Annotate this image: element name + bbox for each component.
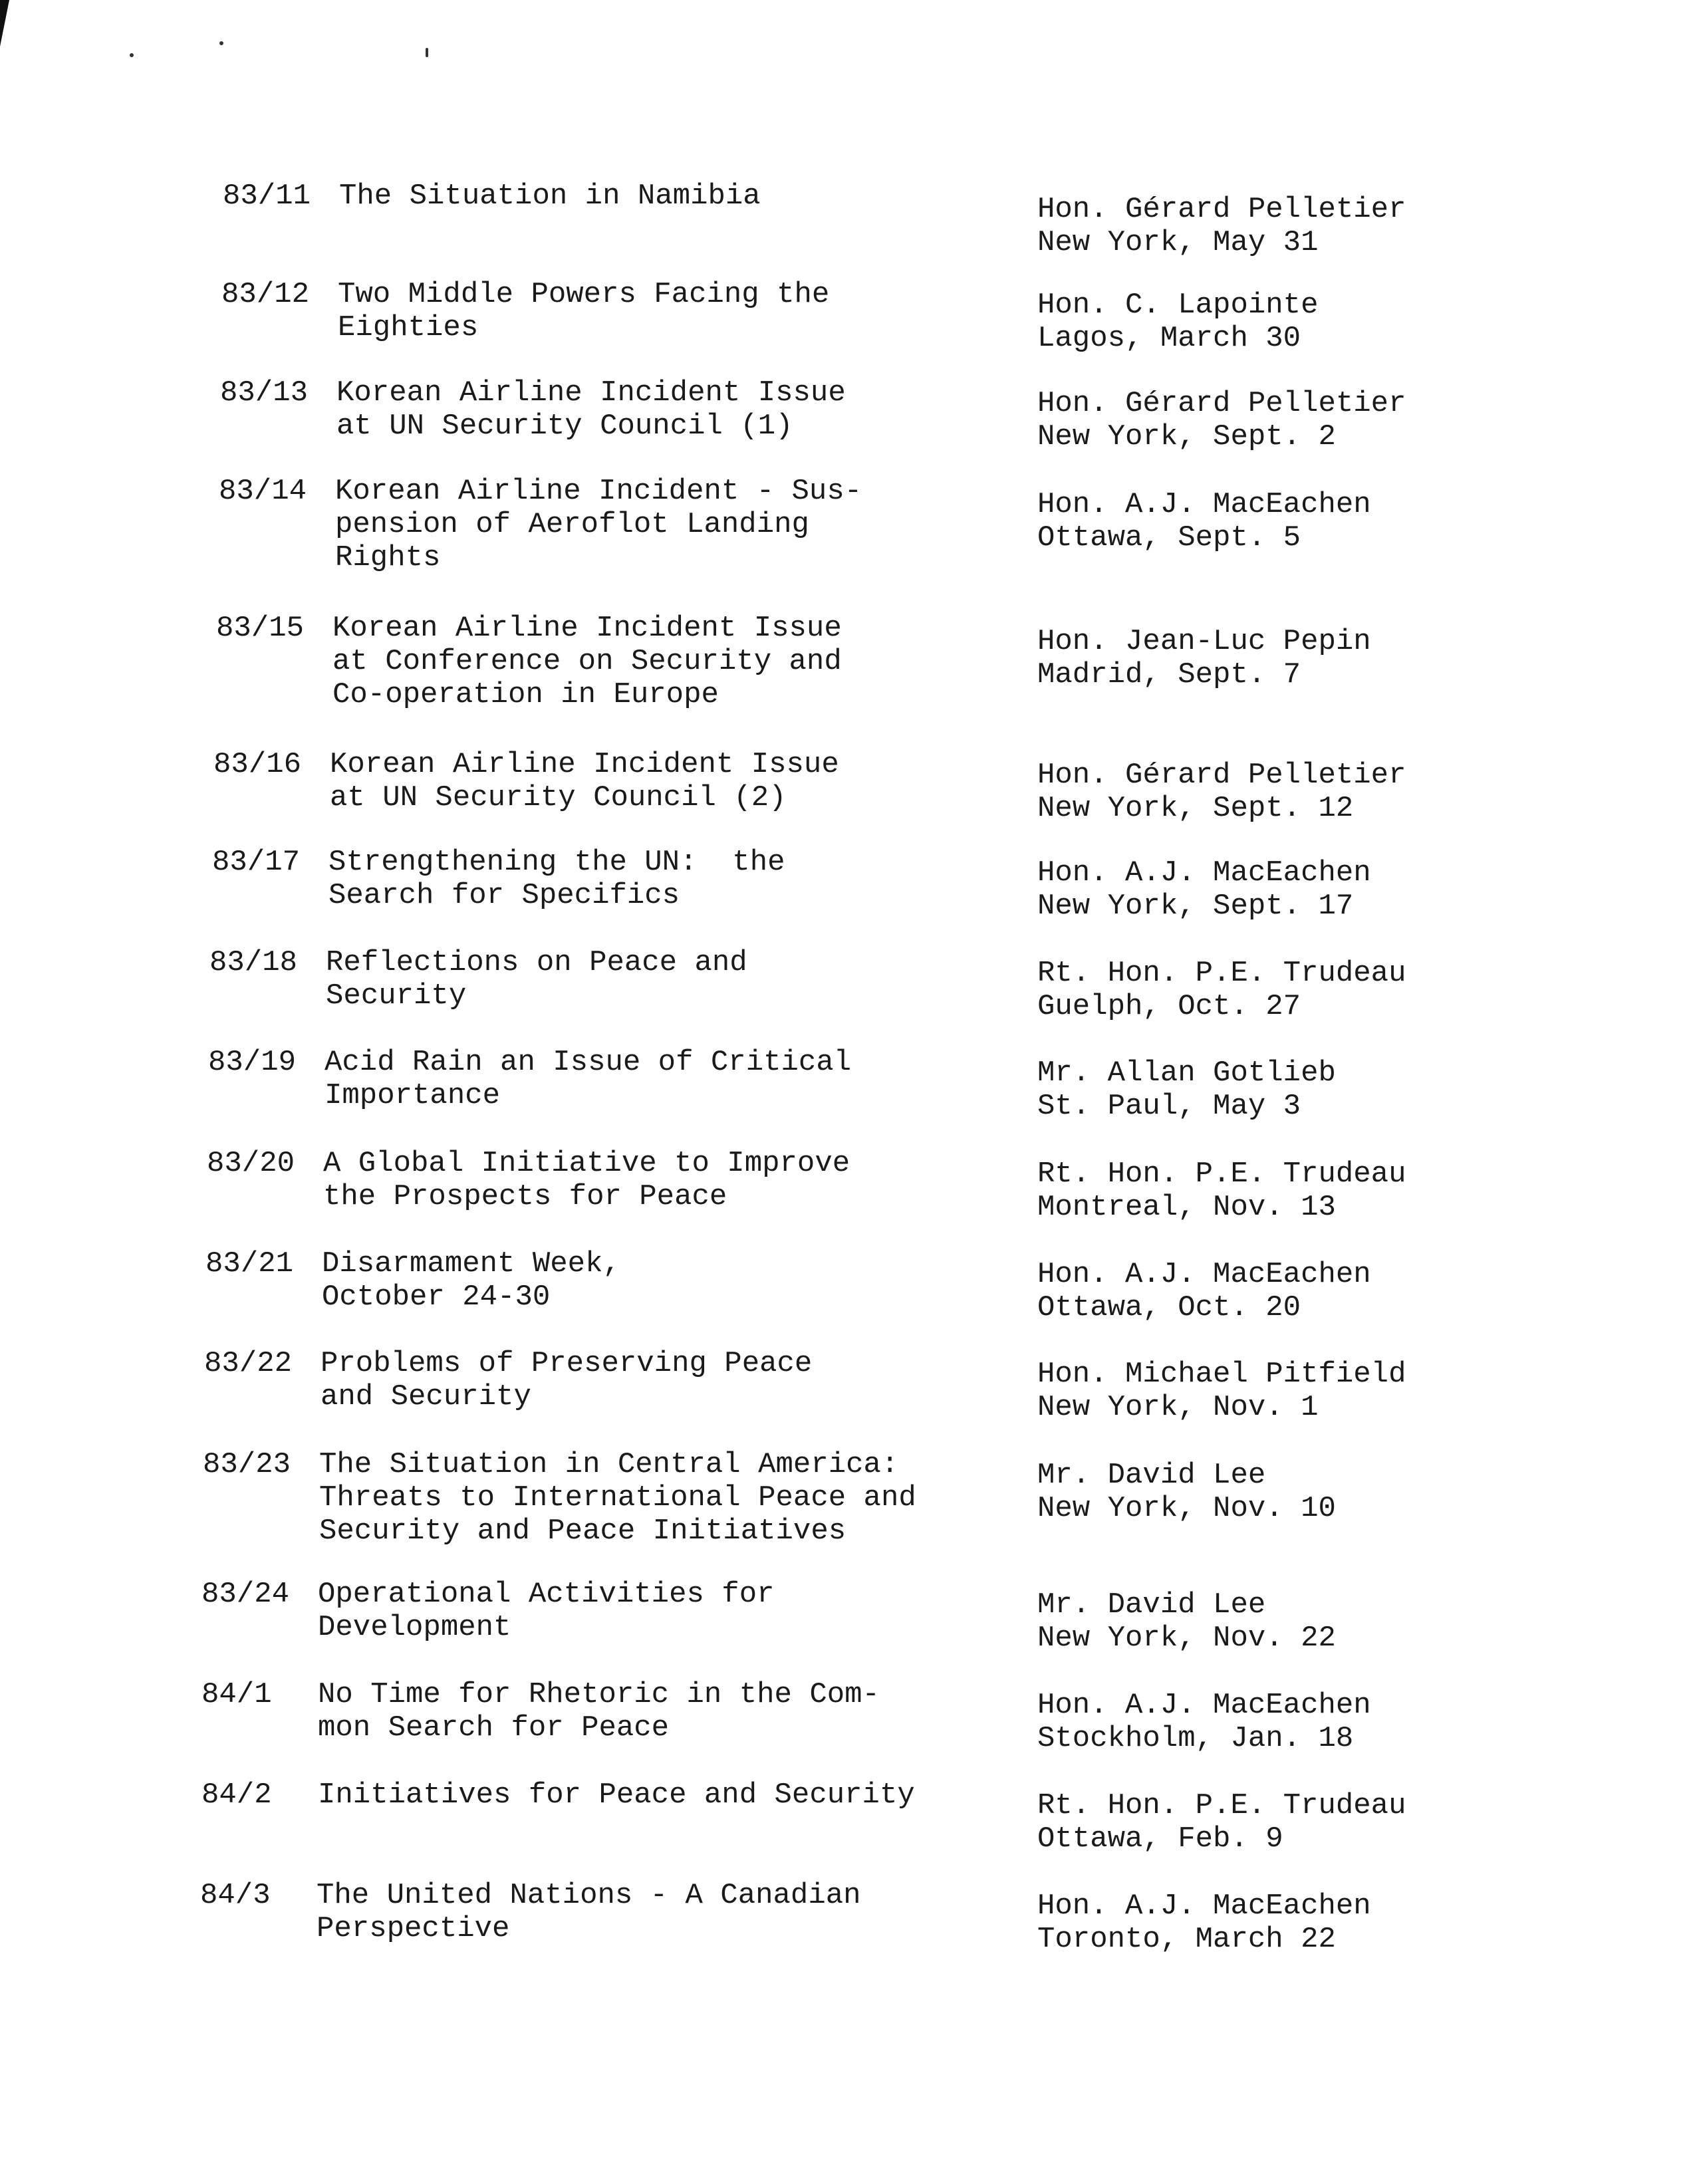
entry-title-line: Importance	[324, 1079, 501, 1112]
scan-corner-mark	[0, 0, 9, 47]
entry-speaker: Hon. A.J. MacEachen	[1037, 1689, 1371, 1722]
entry-speaker-block	[1037, 1789, 1463, 1856]
entry-speaker: Hon. A.J. MacEachen	[1037, 1889, 1371, 1923]
entry-speaker-block	[1037, 488, 1463, 554]
entry-number: 83/22	[204, 1347, 293, 1380]
entry-title	[323, 1147, 908, 1213]
entry-place-date: New York, Sept. 17	[1037, 890, 1354, 923]
entry-title-line: Development	[318, 1611, 511, 1644]
entry-title-line: Problems of Preserving Peace	[321, 1347, 813, 1380]
entry-number: 83/14	[219, 475, 307, 508]
entry-speaker-block	[1037, 856, 1463, 923]
entry-title-line: No Time for Rhetoric in the Com-	[318, 1678, 880, 1711]
entry-title-line: at Conference on Security and	[332, 645, 842, 678]
entry-title	[318, 1678, 903, 1745]
entry-speaker-block	[1037, 759, 1463, 825]
entry-speaker: Mr. David Lee	[1037, 1459, 1266, 1492]
entry-title-line: Search for Specifics	[328, 879, 680, 912]
entry-place-date: New York, Sept. 12	[1037, 792, 1354, 825]
entry-title-line: Acid Rain an Issue of Critical	[324, 1046, 852, 1079]
entry-speaker: Hon. C. Lapointe	[1037, 289, 1319, 322]
entry-speaker: Hon. Gérard Pelletier	[1037, 387, 1406, 420]
entry-title-line: Security and Peace Initiatives	[319, 1515, 846, 1548]
entry-number: 83/17	[212, 846, 301, 879]
entry-speaker-block	[1037, 1588, 1463, 1655]
entry-speaker: Hon. Gérard Pelletier	[1037, 193, 1406, 226]
entry-place-date: Madrid, Sept. 7	[1037, 658, 1301, 691]
entry-place-date: Toronto, March 22	[1037, 1923, 1336, 1956]
entry-title-line: mon Search for Peace	[318, 1711, 670, 1745]
entry-title	[330, 748, 915, 814]
entry-title	[328, 846, 914, 912]
entry-number: 83/16	[213, 748, 302, 781]
entry-number: 83/12	[221, 278, 310, 311]
entry-speaker: Hon. Michael Pitfield	[1037, 1358, 1406, 1391]
entry-speaker: Rt. Hon. P.E. Trudeau	[1037, 1157, 1406, 1191]
entry-place-date: Ottawa, Oct. 20	[1037, 1291, 1301, 1324]
entry-place-date: Guelph, Oct. 27	[1037, 990, 1301, 1023]
entry-speaker-block	[1037, 1258, 1463, 1324]
entry-title	[335, 475, 920, 574]
entry-speaker-block	[1037, 1889, 1463, 1956]
entry-title	[319, 1448, 916, 1548]
entry-speaker-block	[1037, 1358, 1463, 1424]
entry-title	[317, 1879, 902, 1945]
scan-speck	[219, 41, 223, 45]
entry-title-line: October 24-30	[322, 1280, 551, 1314]
entry-title-line: The Situation in Namibia	[339, 180, 761, 213]
entry-title-line: Korean Airline Incident Issue	[336, 376, 846, 410]
entry-speaker: Hon. Gérard Pelletier	[1037, 759, 1406, 792]
entry-speaker: Hon. Jean-Luc Pepin	[1037, 625, 1371, 658]
entry-title	[326, 946, 911, 1013]
entry-place-date: New York, May 31	[1037, 226, 1319, 259]
entry-number: 84/1	[201, 1678, 272, 1711]
entry-number: 83/11	[223, 180, 311, 213]
entry-number: 83/18	[209, 946, 298, 979]
entry-title	[322, 1247, 907, 1314]
entry-title-line: Korean Airline Incident Issue	[330, 748, 839, 781]
entry-title-line: Operational Activities for	[318, 1578, 775, 1611]
entry-title	[321, 1347, 906, 1413]
entry-speaker: Hon. A.J. MacEachen	[1037, 1258, 1371, 1291]
entry-title-line: Security	[326, 979, 467, 1013]
entry-number: 84/3	[200, 1879, 271, 1912]
entry-speaker-block	[1037, 1689, 1463, 1755]
entry-title-line: Co-operation in Europe	[332, 678, 719, 711]
entry-title-line: Two Middle Powers Facing the	[338, 278, 830, 311]
entry-number: 83/20	[207, 1147, 295, 1180]
entry-title-line: Korean Airline Incident - Sus-	[335, 475, 862, 508]
entry-title-line: Threats to International Peace and	[319, 1481, 916, 1515]
entry-place-date: New York, Sept. 2	[1037, 420, 1336, 453]
entry-place-date: Montreal, Nov. 13	[1037, 1191, 1336, 1224]
scan-speck	[130, 53, 134, 57]
entry-title-line: The Situation in Central America:	[319, 1448, 899, 1481]
entry-title-line: Eighties	[338, 311, 479, 344]
entry-title-line: The United Nations - A Canadian	[317, 1879, 861, 1912]
entry-title	[324, 1046, 910, 1112]
entry-speaker: Rt. Hon. P.E. Trudeau	[1037, 957, 1406, 990]
entry-number: 83/21	[205, 1247, 294, 1280]
entry-title-line: Initiatives for Peace and Security	[318, 1778, 915, 1812]
entry-title-line: Perspective	[317, 1912, 510, 1945]
entry-speaker-block	[1037, 1157, 1463, 1224]
entry-speaker: Rt. Hon. P.E. Trudeau	[1037, 1789, 1406, 1822]
entry-speaker: Mr. Allan Gotlieb	[1037, 1056, 1336, 1090]
entry-title	[332, 612, 918, 711]
entry-title-line: A Global Initiative to Improve	[323, 1147, 850, 1180]
entry-place-date: Ottawa, Feb. 9	[1037, 1822, 1283, 1856]
entry-title-line: pension of Aeroflot Landing	[335, 508, 809, 541]
entry-title-line: Reflections on Peace and	[326, 946, 747, 979]
entry-title	[338, 278, 923, 344]
entry-title-line: Korean Airline Incident Issue	[332, 612, 842, 645]
entry-title-line: at UN Security Council (1)	[336, 410, 793, 443]
entry-title	[318, 1578, 903, 1644]
entry-place-date: New York, Nov. 1	[1037, 1391, 1319, 1424]
entry-title	[339, 180, 924, 213]
entry-title	[336, 376, 922, 443]
entry-number: 84/2	[201, 1778, 272, 1812]
entry-speaker-block	[1037, 1459, 1463, 1525]
entry-speaker-block	[1037, 193, 1463, 259]
entry-number: 83/24	[201, 1578, 290, 1611]
entry-number: 83/15	[216, 612, 305, 645]
entry-title	[318, 1778, 915, 1812]
entry-title-line: Rights	[335, 541, 441, 574]
entry-place-date: Lagos, March 30	[1037, 322, 1301, 355]
entry-speaker: Hon. A.J. MacEachen	[1037, 856, 1371, 890]
entry-speaker-block	[1037, 957, 1463, 1023]
entry-speaker: Mr. David Lee	[1037, 1588, 1266, 1622]
entry-title-line: Disarmament Week,	[322, 1247, 620, 1280]
entry-title-line: the Prospects for Peace	[323, 1180, 727, 1213]
entry-title-line: and Security	[321, 1380, 531, 1413]
entry-title-line: at UN Security Council (2)	[330, 781, 787, 814]
entry-speaker-block	[1037, 1056, 1463, 1123]
entry-place-date: St. Paul, May 3	[1037, 1090, 1301, 1123]
entry-number: 83/23	[203, 1448, 291, 1481]
entry-place-date: New York, Nov. 10	[1037, 1492, 1336, 1525]
entry-title-line: Strengthening the UN: the	[328, 846, 785, 879]
entry-speaker: Hon. A.J. MacEachen	[1037, 488, 1371, 521]
entry-speaker-block	[1037, 387, 1463, 453]
entry-number: 83/13	[220, 376, 309, 410]
entry-speaker-block	[1037, 289, 1463, 355]
entry-place-date: New York, Nov. 22	[1037, 1622, 1336, 1655]
entry-place-date: Ottawa, Sept. 5	[1037, 521, 1301, 554]
entry-number: 83/19	[208, 1046, 297, 1079]
entry-place-date: Stockholm, Jan. 18	[1037, 1722, 1354, 1755]
entry-speaker-block	[1037, 625, 1463, 691]
scan-speck	[426, 48, 428, 57]
